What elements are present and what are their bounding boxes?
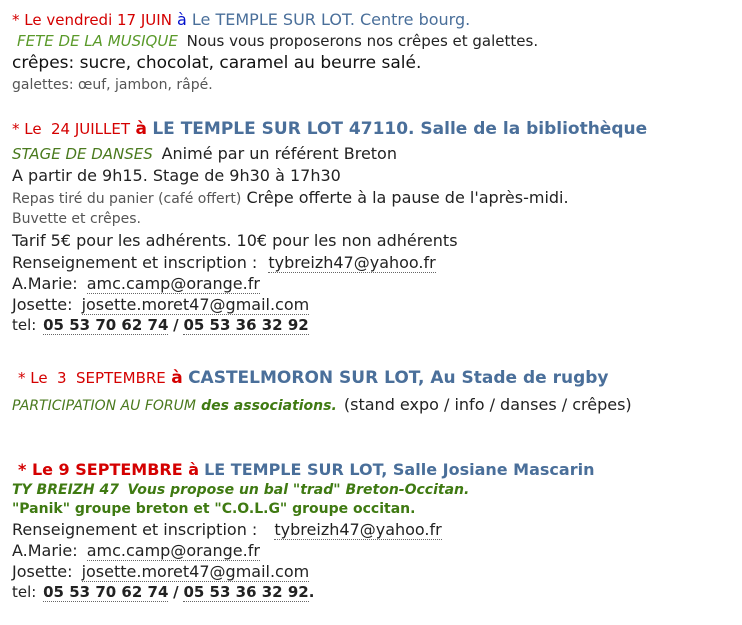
event2-tel-label: tel:: [12, 316, 37, 334]
event4-amarie: [12, 543, 738, 559]
event3-assoc: des associations.: [201, 398, 337, 414]
event1-heading: [12, 12, 738, 28]
event4-tel-separator: /: [173, 583, 179, 601]
event4-josette: [12, 564, 738, 580]
event-stage-danses: [12, 121, 738, 333]
event3-month: SEPTEMBRE: [75, 369, 166, 387]
event2-tel: [12, 318, 738, 333]
event4-tel-end: .: [308, 583, 315, 601]
event-bal-trad: [12, 460, 738, 601]
event-forum: [12, 368, 738, 414]
event4-email-tybreizh-link[interactable]: tybreizh47@yahoo.fr: [274, 520, 442, 539]
event4-date: * Le 9 SEPTEMBRE à: [18, 460, 200, 479]
event4-propose: [12, 483, 738, 497]
event4-tel-label: tel:: [12, 583, 37, 601]
event1-galettes: galettes: œuf, jambon, râpé.: [12, 77, 213, 93]
event-fete-musique: [12, 12, 738, 92]
event4-heading: [18, 462, 738, 478]
event2-stage: [12, 146, 738, 162]
event2-anime: Animé par un référent Breton: [161, 144, 397, 163]
event2-crepe-pause: Crêpe offerte à la pause de l'après-midi.: [246, 188, 569, 207]
event1-place: Le TEMPLE SUR LOT. Centre bourg.: [191, 10, 471, 29]
event3-place: CASTELMORON SUR LOT, Au Stade de rugby: [188, 368, 609, 388]
event2-amarie-label: A.Marie:: [12, 274, 78, 293]
event2-tel2-link[interactable]: 05 53 36 32 92: [183, 316, 309, 334]
event4-propose-text: Vous propose un bal "trad" Breton-Occitan.: [127, 482, 470, 498]
event4-renseignement-label: Renseignement et inscription :: [12, 520, 258, 539]
event2-josette-label: Josette:: [12, 295, 73, 314]
event2-tel-separator: /: [173, 316, 179, 334]
event2-heading: [12, 121, 738, 138]
event2-star: * Le: [12, 120, 42, 138]
event4-place: LE TEMPLE SUR LOT, Salle Josiane Mascarin: [204, 460, 595, 479]
event2-renseignement: [12, 255, 738, 271]
event2-josette-email-link[interactable]: josette.moret47@gmail.com: [81, 295, 310, 314]
event2-place: LE TEMPLE SUR LOT 47110. Salle de la bibliothèque: [152, 119, 648, 139]
event2-email-tybreizh-link[interactable]: tybreizh47@yahoo.fr: [268, 253, 436, 272]
event3-stand: (stand expo / info / danses / crêpes): [343, 395, 632, 414]
event1-fete-label: FETE DE LA MUSIQUE: [17, 32, 178, 50]
event4-tel1-link[interactable]: 05 53 70 62 74: [43, 583, 169, 601]
event1-crepes: crêpes: sucre, chocolat, caramel au beurre salé.: [12, 53, 422, 73]
event3-date: 3: [57, 369, 67, 387]
event4-josette-email-link[interactable]: josette.moret47@gmail.com: [81, 562, 310, 581]
event1-a: à: [177, 10, 187, 29]
event4-panik: "Panik" groupe breton et "C.O.L.G" groupe occitan.: [12, 501, 416, 517]
event2-renseignement-label: Renseignement et inscription :: [12, 253, 258, 272]
event2-buvette: Buvette et crêpes.: [12, 211, 141, 227]
event2-amarie: [12, 276, 738, 292]
event4-amarie-email-link[interactable]: amc.camp@orange.fr: [86, 541, 260, 560]
event4-renseignement: [12, 522, 738, 538]
event3-heading: [18, 370, 738, 387]
event2-josette: [12, 297, 738, 313]
event4-ty-breizh: TY BREIZH 47: [12, 482, 120, 498]
event2-tarif: Tarif 5€ pour les adhérents. 10€ pour les non adhérents: [12, 231, 458, 250]
event2-stage-label: STAGE DE DANSES: [12, 145, 153, 163]
event2-repas-text: Repas tiré du panier (café offert): [12, 191, 242, 207]
event4-josette-label: Josette:: [12, 562, 73, 581]
event2-date: 24 JUILLET: [51, 120, 131, 138]
event4-tel: [12, 585, 738, 600]
event2-amarie-email-link[interactable]: amc.camp@orange.fr: [86, 274, 260, 293]
event1-subtitle: [12, 34, 738, 49]
event2-a: à: [135, 119, 147, 139]
event2-horaire: A partir de 9h15. Stage de 9h30 à 17h30: [12, 166, 341, 185]
event3-a: à: [171, 368, 183, 388]
event3-participation: [12, 397, 738, 413]
event2-repas: [12, 190, 738, 206]
event4-tel2-link[interactable]: 05 53 36 32 92: [183, 583, 309, 601]
event1-sub-text: Nous vous proposerons nos crêpes et galettes.: [186, 32, 539, 50]
event1-date: * Le vendredi 17 JUIN: [12, 11, 172, 29]
event4-amarie-label: A.Marie:: [12, 541, 78, 560]
event2-tel1-link[interactable]: 05 53 70 62 74: [43, 316, 169, 334]
event3-star: * Le: [18, 369, 48, 387]
event3-participation-label: PARTICIPATION AU FORUM: [12, 398, 196, 414]
